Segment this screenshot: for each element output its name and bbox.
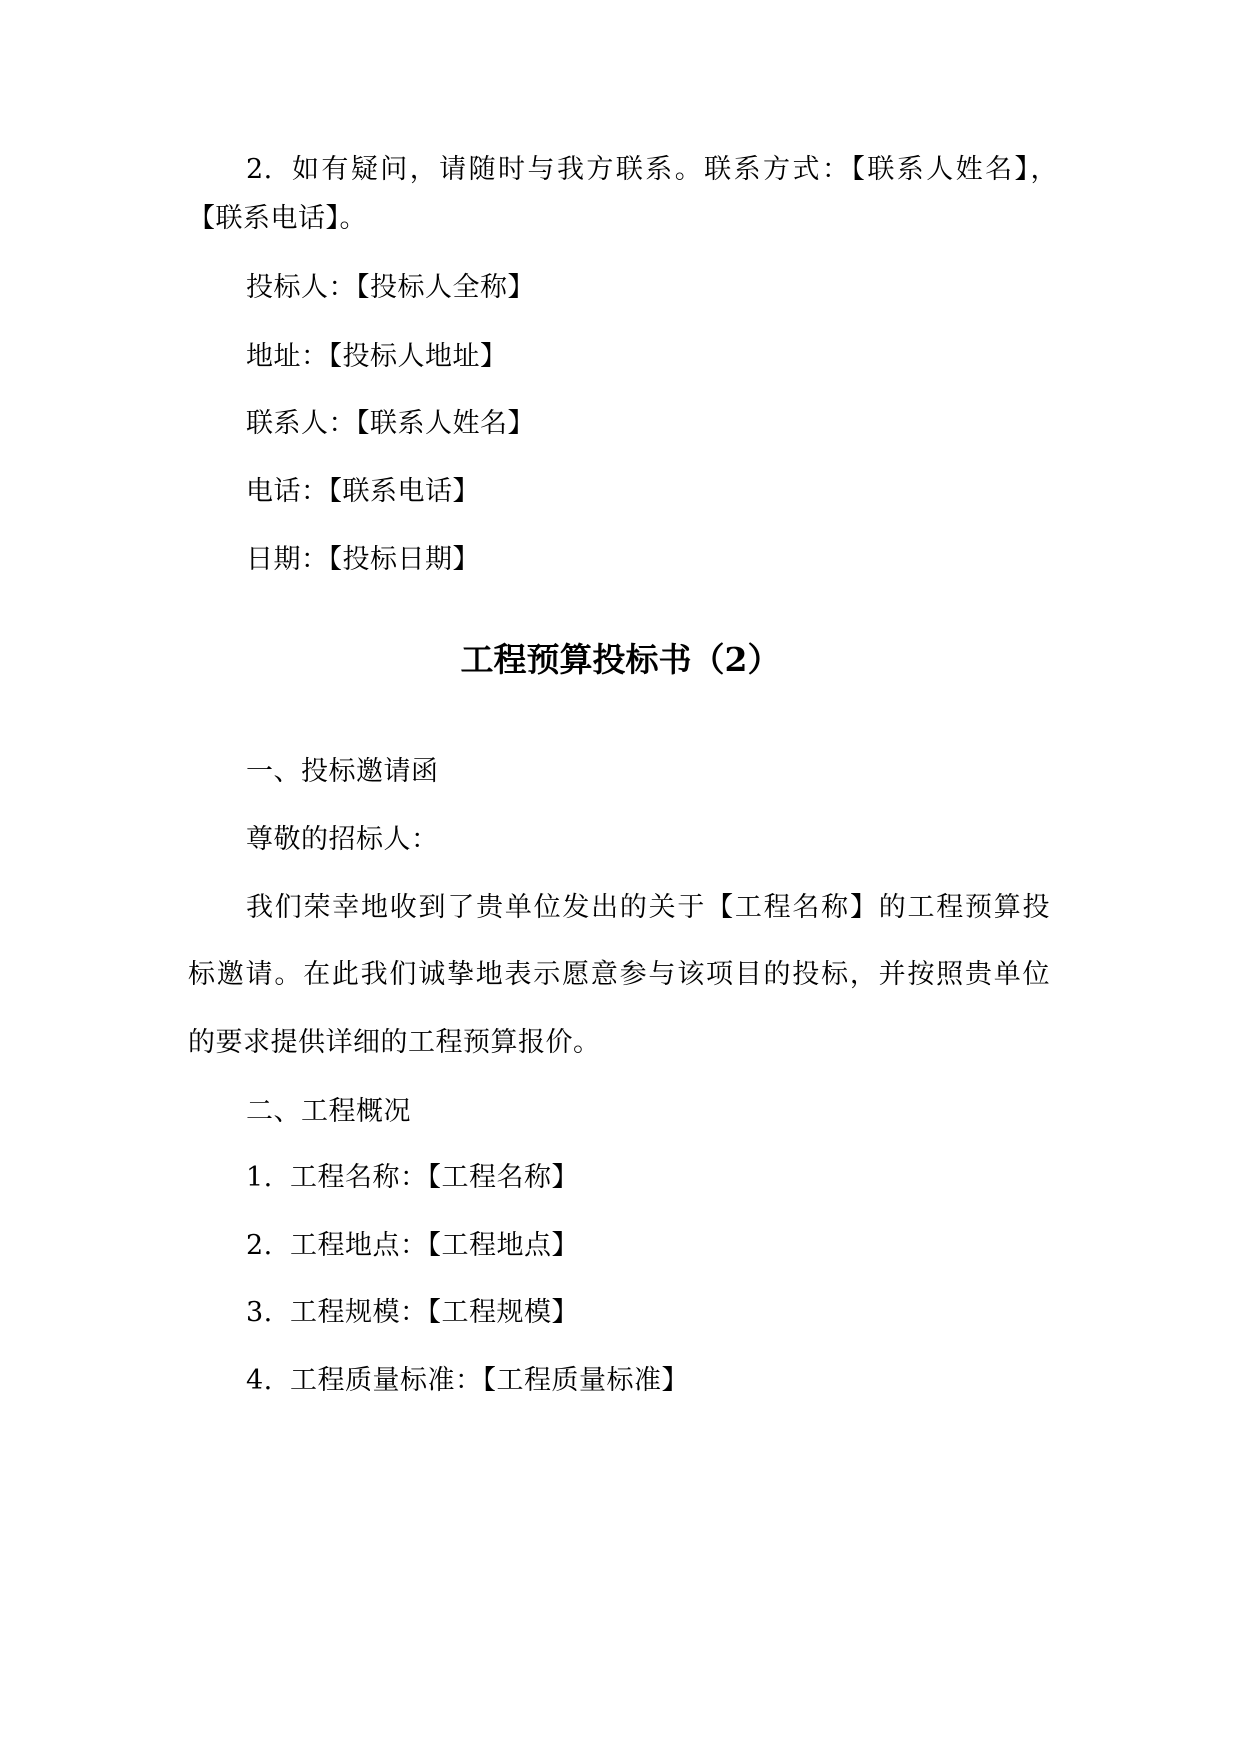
list-number: 4.	[246, 1365, 273, 1396]
date-line: 日期：【投标日期】	[246, 544, 480, 575]
phone-line: 电话：【联系电话】	[246, 476, 480, 507]
paragraph-line-2: 标邀请。在此我们诚挚地表示愿意参与该项目的投标，并按照贵单位	[188, 959, 1050, 990]
list-text: 工程名称：【工程名称】	[290, 1162, 579, 1193]
list-number: 2.	[246, 1230, 273, 1261]
address-line: 地址：【投标人地址】	[246, 341, 508, 372]
list-text: 工程质量标准：【工程质量标准】	[290, 1365, 689, 1396]
list-text: 工程规模：【工程规模】	[290, 1297, 579, 1328]
document-title: 工程预算投标书（2）	[460, 640, 781, 679]
list-text: 工程地点：【工程地点】	[290, 1230, 579, 1261]
paragraph-line-3: 的要求提供详细的工程预算报价。	[188, 1027, 601, 1058]
list-item	[246, 1295, 579, 1331]
list-number: 3.	[246, 1297, 273, 1328]
contact-text: 如有疑问，请随时与我方联系。联系方式：【联系人姓名】，	[290, 154, 1058, 185]
bidder-line: 投标人：【投标人全称】	[246, 272, 535, 303]
salutation: 尊敬的招标人：	[246, 824, 439, 855]
section1-heading: 一、投标邀请函	[246, 756, 439, 787]
contact-person-line: 联系人：【联系人姓名】	[246, 408, 535, 439]
contact-line-1	[246, 152, 1058, 188]
section2-heading: 二、工程概况	[246, 1096, 411, 1127]
paragraph-line-1: 我们荣幸地收到了贵单位发出的关于【工程名称】的工程预算投	[246, 892, 1050, 923]
contact-line-2: 【联系电话】。	[188, 203, 367, 234]
list-item	[246, 1160, 579, 1196]
list-number: 1.	[246, 1162, 273, 1193]
list-number: 2.	[246, 154, 273, 185]
list-item	[246, 1228, 579, 1264]
list-item	[246, 1363, 689, 1399]
